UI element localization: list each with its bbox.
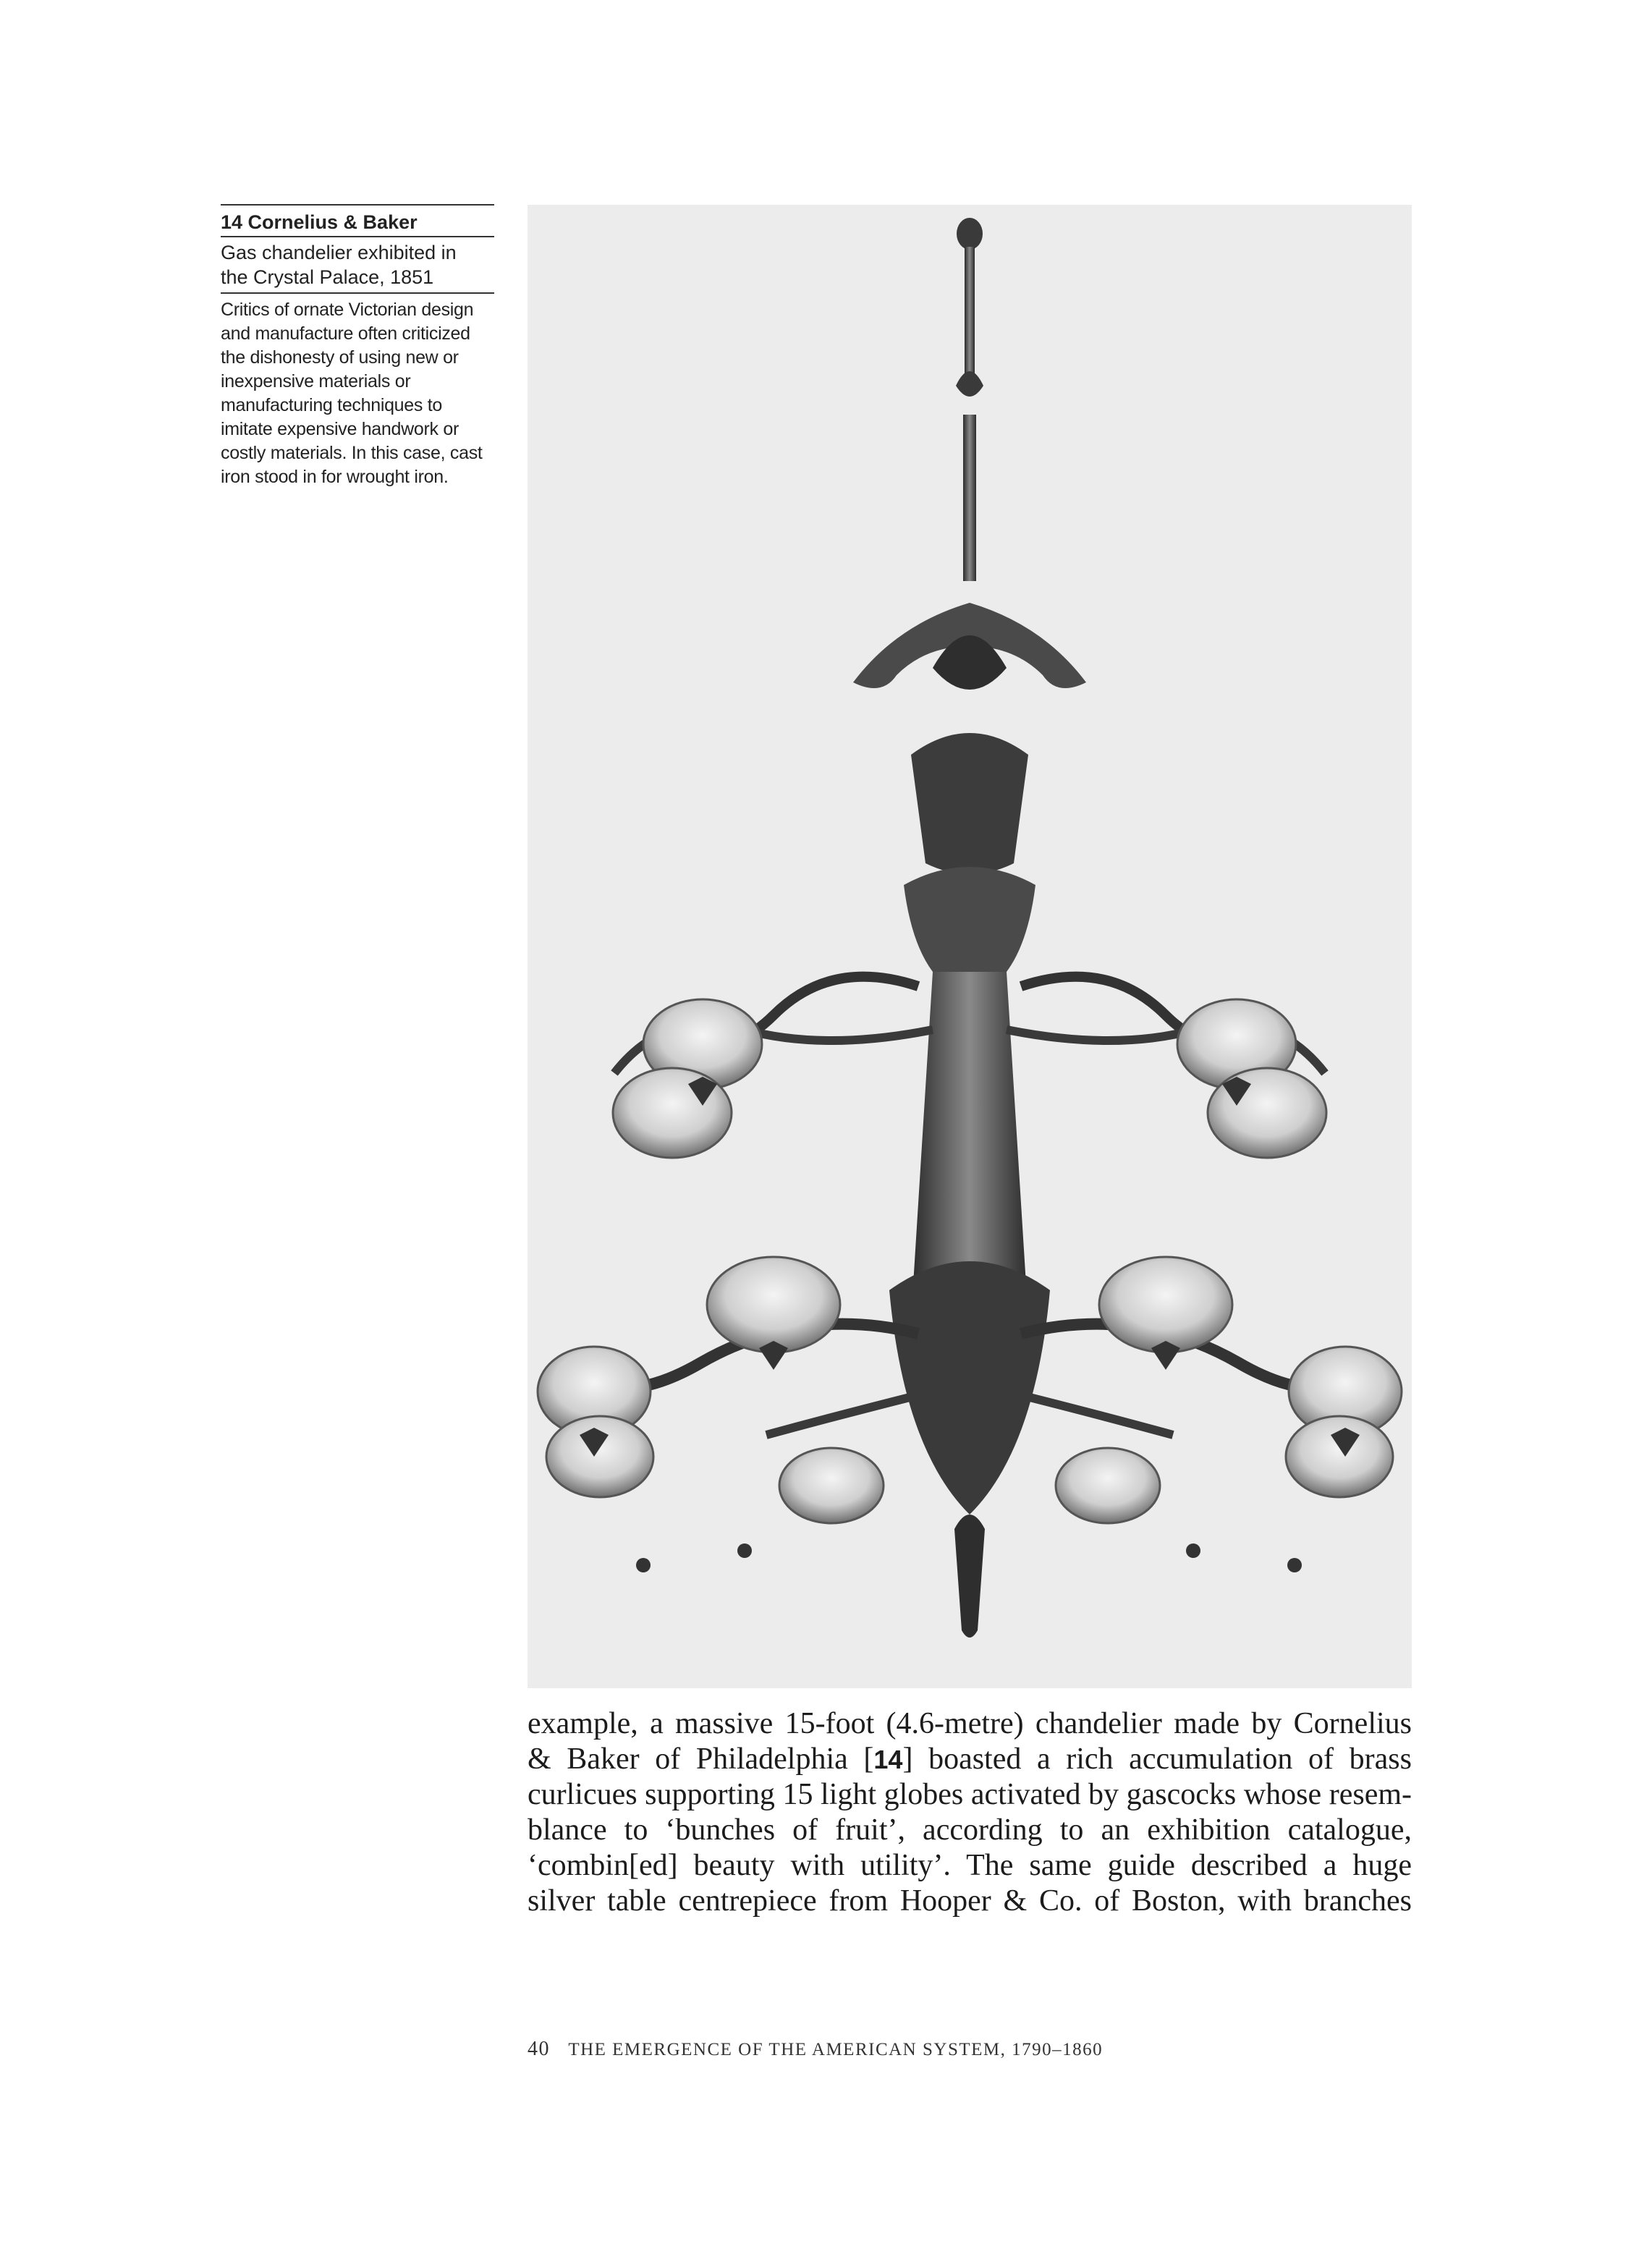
caption-subtitle-line: the Crystal Palace, 1851 — [221, 266, 434, 288]
caption-title: 14 Cornelius & Baker — [221, 211, 418, 233]
body-paragraph — [528, 1706, 1412, 1919]
body-line: curlicues supporting 15 light globes activated by gascocks whose resem- — [528, 1778, 1412, 1811]
body-line: example, a massive 15-foot (4.6-metre) chandelier made by Cornelius — [528, 1707, 1412, 1740]
page-footer — [528, 2038, 1412, 2061]
figure-caption — [221, 204, 494, 489]
body-line: blance to ‘bunches of fruit’, according to an exhibition catalogue, — [528, 1813, 1412, 1847]
chandelier-figure — [528, 205, 1412, 1688]
figure-reference[interactable]: 14 — [873, 1745, 903, 1774]
body-line: silver table centrepiece from Hooper & Co. of Boston, with branches — [528, 1884, 1412, 1918]
body-line-part: ] boasted a rich accumulation of brass — [902, 1742, 1412, 1776]
chandelier-engraving-icon — [528, 205, 1412, 1688]
running-head: THE EMERGENCE OF THE AMERICAN SYSTEM, 1790–1860 — [568, 2040, 1104, 2059]
caption-body: Critics of ornate Victorian design and manufacture often criticized the dishonesty of using new or inexpensive materials or manufacturing techniques to imitate expensive handwork or costly materials. In this case, cast iron stood in for wrought iron. — [221, 300, 483, 487]
caption-subtitle-line: Gas chandelier exhibited in — [221, 242, 457, 263]
page-number: 40 — [528, 2038, 550, 2060]
caption-subtitle — [221, 237, 494, 292]
body-line — [528, 1742, 1412, 1777]
body-line: ‘combin[ed] beauty with utility’. The same guide described a huge — [528, 1849, 1412, 1882]
body-line-part: & Baker of Philadelphia [ — [528, 1742, 874, 1776]
